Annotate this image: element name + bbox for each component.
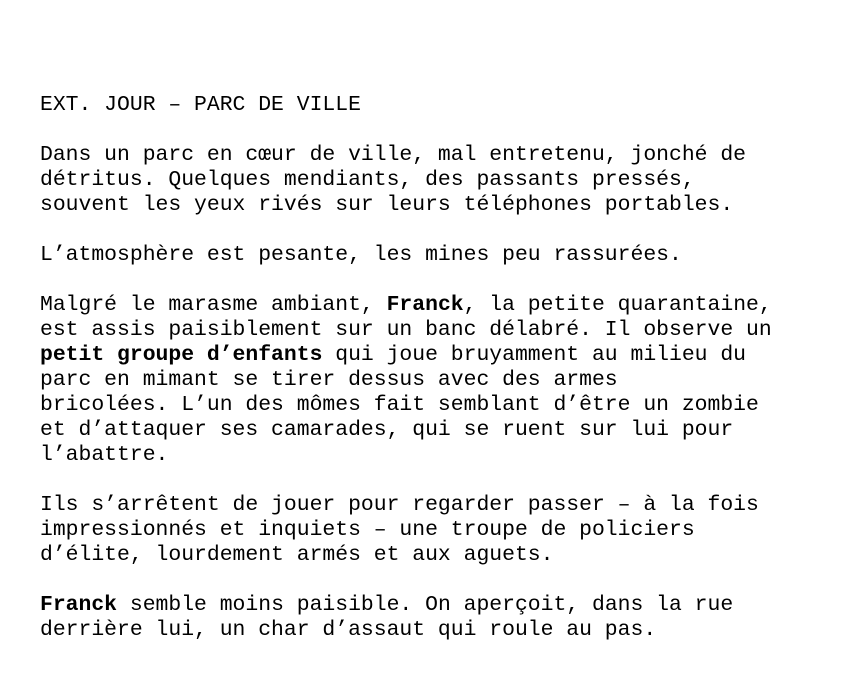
action-paragraph	[40, 143, 868, 218]
action-text: souvent les yeux rivés sur leurs téléphones portables.	[40, 193, 734, 217]
action-line	[40, 543, 868, 568]
character-name: Franck	[40, 593, 118, 617]
action-line	[40, 318, 868, 343]
action-line	[40, 143, 868, 168]
scene-heading: EXT. JOUR – PARC DE VILLE	[40, 93, 361, 117]
action-text: L’atmosphère est pesante, les mines peu rassurées.	[40, 243, 682, 267]
action-line	[40, 193, 868, 218]
action-line	[40, 593, 868, 618]
action-line	[40, 518, 868, 543]
action-text: semble moins paisible. On aperçoit, dans la rue	[117, 593, 734, 617]
action-text: parc en mimant se tirer dessus avec des armes	[40, 368, 618, 392]
action-text: et d’attaquer ses camarades, qui se ruent sur lui pour	[40, 418, 734, 442]
action-paragraph	[40, 293, 868, 468]
action-paragraph	[40, 493, 868, 568]
paragraph-spacer	[40, 118, 868, 143]
paragraph-spacer	[40, 218, 868, 243]
action-text: bricolées. L’un des mômes fait semblant d’être un zombie	[40, 393, 759, 417]
action-line	[40, 368, 868, 393]
action-line	[40, 168, 868, 193]
action-line	[40, 443, 868, 468]
action-line	[40, 393, 868, 418]
action-text: détritus. Quelques mendiants, des passants pressés,	[40, 168, 695, 192]
action-body	[40, 118, 868, 643]
script-page	[40, 93, 868, 643]
action-text: est assis paisiblement sur un banc délabré. Il observe un	[40, 318, 772, 342]
paragraph-spacer	[40, 468, 868, 493]
action-paragraph	[40, 593, 868, 643]
action-text: Dans un parc en cœur de ville, mal entretenu, jonché de	[40, 143, 747, 167]
action-paragraph	[40, 243, 868, 268]
action-line	[40, 618, 868, 643]
paragraph-spacer	[40, 568, 868, 593]
action-text: Malgré le marasme ambiant,	[40, 293, 387, 317]
action-text: d’élite, lourdement armés et aux aguets.	[40, 543, 554, 567]
character-name: petit groupe d’enfants	[40, 343, 323, 367]
action-line	[40, 343, 868, 368]
paragraph-spacer	[40, 268, 868, 293]
action-text: , la petite quarantaine,	[463, 293, 772, 317]
action-line	[40, 293, 868, 318]
action-text: derrière lui, un char d’assaut qui roule au pas.	[40, 618, 657, 642]
action-line	[40, 418, 868, 443]
action-text: l’abattre.	[40, 443, 169, 467]
action-text: qui joue bruyamment au milieu du	[322, 343, 747, 367]
action-line	[40, 243, 868, 268]
action-line	[40, 493, 868, 518]
action-text: impressionnés et inquiets – une troupe de policiers	[40, 518, 695, 542]
character-name: Franck	[386, 293, 464, 317]
action-text: Ils s’arrêtent de jouer pour regarder passer – à la fois	[40, 493, 759, 517]
